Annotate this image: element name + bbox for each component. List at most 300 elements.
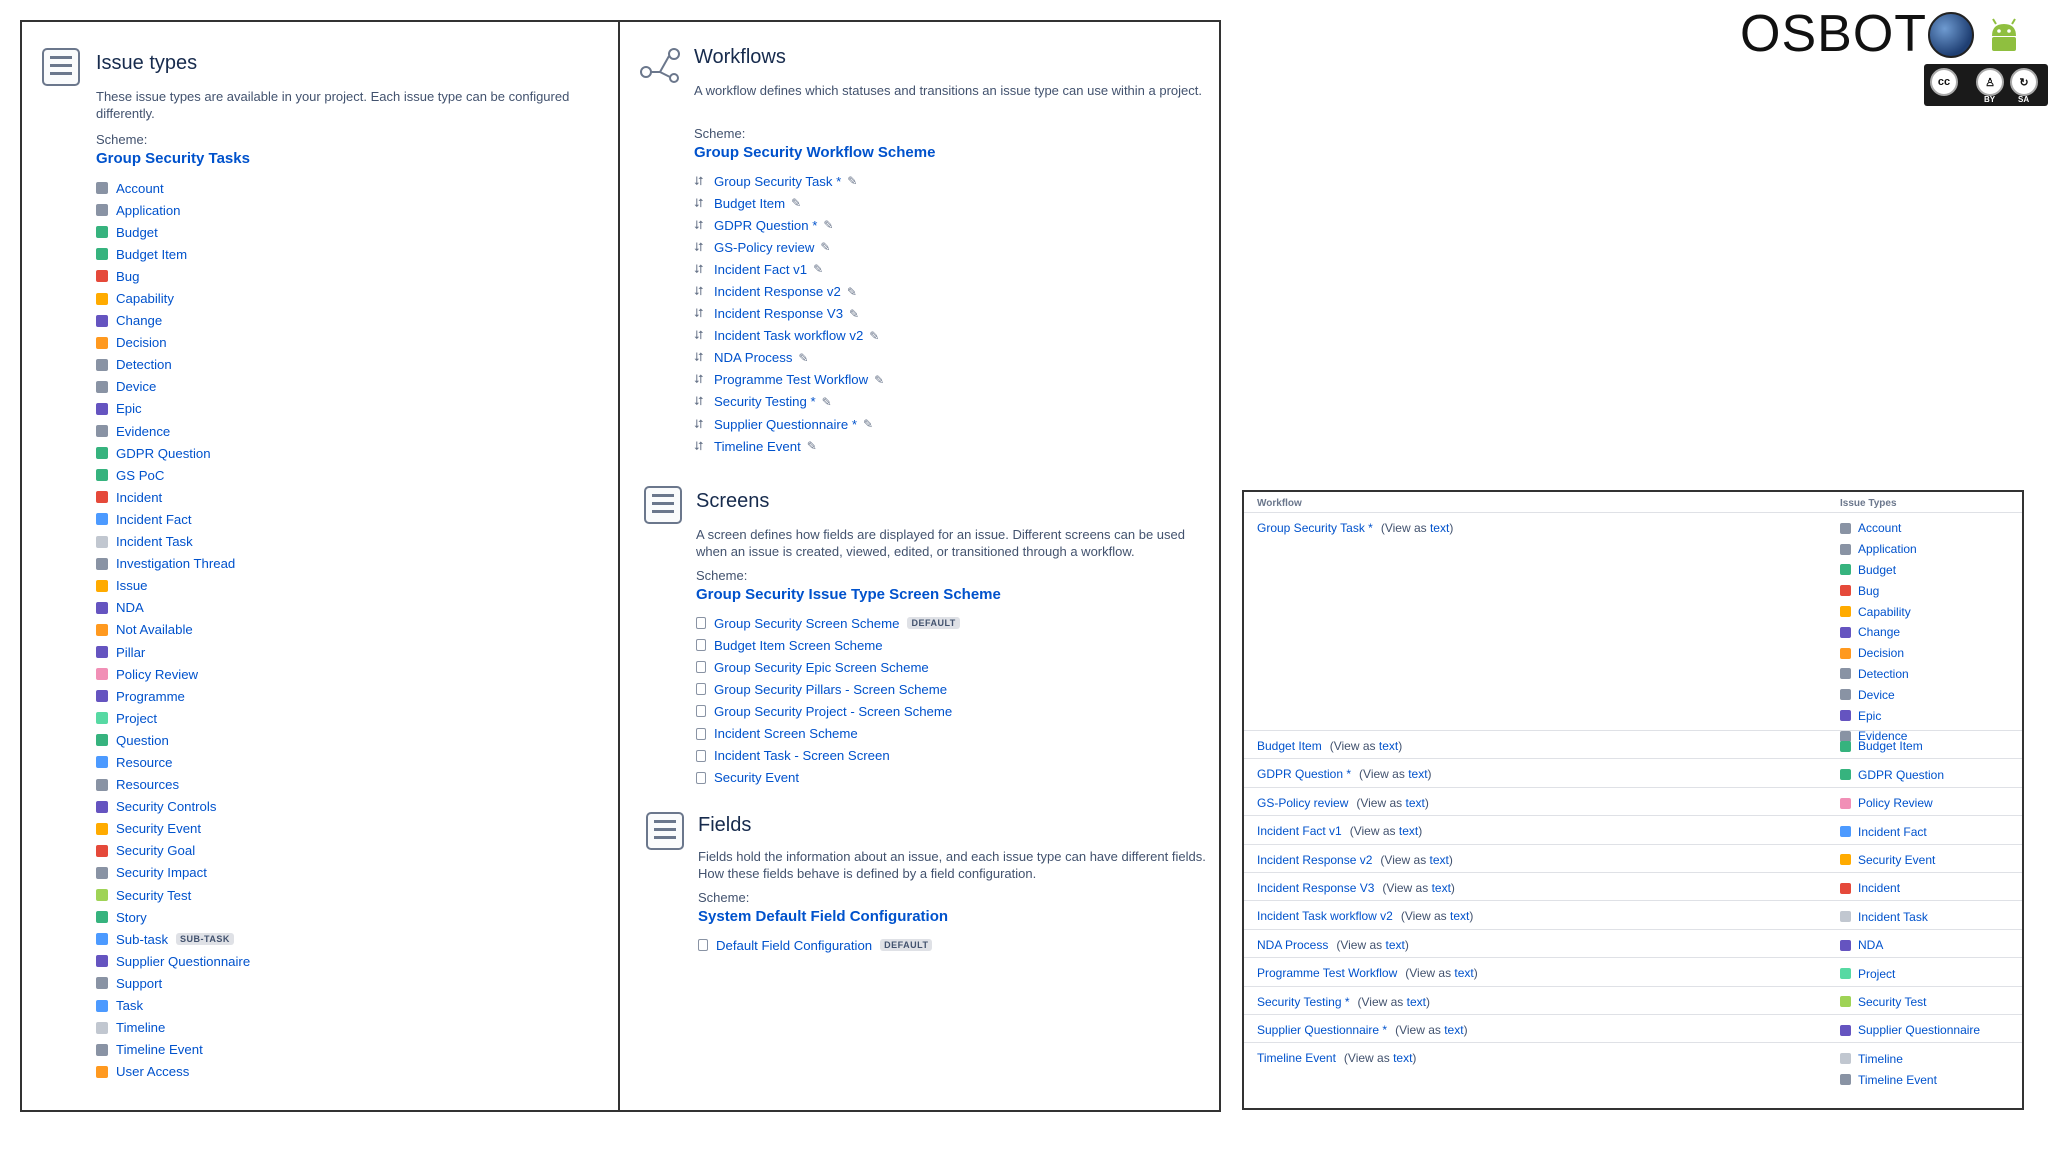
workflow-small-icon: ⮃ — [694, 173, 704, 188]
globe-logo-icon — [1928, 12, 1974, 58]
issue-type-icon — [1840, 911, 1851, 922]
table-issue-type-label: Device — [1858, 687, 1895, 702]
edit-pencil-icon[interactable]: ✎ — [806, 439, 817, 454]
workflow-item[interactable] — [694, 347, 884, 369]
issue-type-item[interactable] — [96, 553, 250, 575]
screens-list — [696, 612, 960, 789]
screen-scheme-item[interactable] — [696, 767, 960, 789]
table-issue-type-label: Policy Review — [1858, 796, 1933, 811]
issue-type-icon — [1840, 1025, 1851, 1036]
issue-type-label: Bug — [116, 268, 140, 284]
screen-scheme-small-icon — [696, 639, 706, 651]
table-issue-type-label: Timeline — [1858, 1051, 1903, 1066]
workflow-small-icon: ⮃ — [694, 306, 704, 321]
table-row — [1244, 758, 2022, 786]
issue-type-icon — [1840, 523, 1851, 534]
edit-pencil-icon[interactable]: ✎ — [862, 417, 874, 432]
view-as-suffix: ) — [1418, 824, 1423, 839]
screen-scheme-label: Budget Item Screen Scheme — [714, 637, 883, 653]
issue-type-item[interactable] — [96, 1061, 250, 1083]
edit-pencil-icon[interactable]: ✎ — [869, 328, 880, 343]
issue-type-icon — [96, 359, 108, 371]
workflow-cell — [1257, 881, 1455, 895]
issue-type-item[interactable] — [96, 354, 250, 376]
view-as-text-link[interactable]: text — [1444, 1023, 1464, 1037]
table-issue-type[interactable] — [1840, 664, 1917, 685]
issue-type-label: Detection — [116, 357, 172, 373]
screen-scheme-small-icon — [696, 661, 706, 673]
screen-scheme-item[interactable] — [696, 745, 960, 767]
view-as-text-link[interactable]: text — [1408, 767, 1428, 782]
issue-type-label: Incident Fact — [116, 511, 192, 527]
issue-type-icon — [96, 491, 108, 503]
workflow-small-icon: ⮃ — [694, 350, 704, 365]
issue-types-cell — [1840, 736, 1923, 757]
issue-type-item[interactable] — [96, 310, 250, 332]
table-issue-type-label: NDA — [1858, 938, 1884, 953]
workflow-link[interactable]: Budget Item — [1257, 739, 1322, 753]
view-as-prefix: (View as — [1395, 1023, 1445, 1037]
workflows-description: A workflow defines which statuses and transitions an issue type can use within a project. — [694, 83, 1202, 98]
workflow-item[interactable] — [694, 280, 884, 302]
issue-type-icon — [96, 801, 108, 813]
issue-type-label: Resources — [116, 777, 180, 793]
issue-type-item[interactable] — [96, 177, 250, 199]
table-issue-type-label: Evidence — [1858, 729, 1908, 744]
table-issue-type[interactable] — [1840, 560, 1917, 581]
field-configuration-label: Default Field Configuration — [716, 937, 873, 953]
issue-type-icon — [1840, 627, 1851, 638]
issue-type-item[interactable] — [96, 641, 250, 663]
table-issue-type-label: Incident Task — [1858, 909, 1928, 924]
issue-type-label: Question — [116, 732, 169, 748]
screen-scheme-small-icon — [696, 705, 706, 717]
table-issue-type[interactable] — [1840, 1048, 1937, 1069]
workflow-label: Security Testing * — [714, 394, 816, 410]
workflow-cell — [1257, 995, 1430, 1009]
issue-type-item[interactable] — [96, 906, 250, 928]
issue-type-icon — [96, 823, 108, 835]
issue-type-item[interactable] — [96, 221, 250, 243]
share-alike-icon: ↻ — [2010, 68, 2038, 96]
issue-types-scheme-link[interactable]: Group Security Tasks — [96, 150, 250, 167]
workflow-cell — [1257, 938, 1409, 952]
issue-type-icon — [96, 1000, 108, 1012]
screen-scheme-label: Incident Task - Screen Screen — [714, 748, 890, 764]
workflow-cell — [1257, 739, 1402, 753]
table-issue-type[interactable] — [1840, 684, 1917, 705]
issue-type-item[interactable] — [96, 376, 250, 398]
issue-type-icon — [1840, 564, 1851, 575]
view-as-text-link[interactable]: text — [1398, 824, 1419, 839]
issue-type-label: Support — [116, 975, 163, 991]
android-robot-icon — [1984, 14, 2024, 54]
screen-scheme-item[interactable] — [696, 722, 960, 744]
table-issue-type-label: Project — [1858, 966, 1896, 981]
issue-type-item[interactable] — [96, 663, 250, 685]
issue-type-label: Task — [116, 998, 144, 1014]
issue-type-label: Budget Item — [116, 246, 188, 262]
screens-title: Screens — [696, 490, 770, 512]
issue-type-item[interactable] — [96, 398, 250, 420]
workflow-small-icon: ⮃ — [694, 195, 704, 210]
edit-pencil-icon[interactable]: ✎ — [798, 350, 809, 365]
screens-scheme-label: Scheme: — [696, 568, 748, 583]
issue-type-label: Incident — [116, 489, 163, 505]
screens-scheme-link[interactable]: Group Security Issue Type Screen Scheme — [696, 586, 1001, 603]
issue-type-item[interactable] — [96, 464, 250, 486]
edit-pencil-icon[interactable]: ✎ — [846, 284, 857, 299]
screen-scheme-small-icon — [696, 728, 706, 740]
fields-scheme-label: Scheme: — [698, 890, 750, 905]
edit-pencil-icon[interactable]: ✎ — [820, 240, 831, 255]
screen-scheme-small-icon — [696, 617, 706, 629]
workflow-label: NDA Process — [714, 350, 793, 366]
screen-scheme-item[interactable] — [696, 700, 960, 722]
osbot-logo-text: OSBOT — [1740, 5, 1928, 63]
workflow-link[interactable]: Incident Fact v1 — [1257, 824, 1342, 839]
issue-type-label: Change — [116, 313, 163, 329]
view-as-suffix: ) — [1412, 1051, 1417, 1066]
workflow-small-icon: ⮃ — [694, 239, 704, 254]
edit-pencil-icon[interactable]: ✎ — [791, 196, 802, 211]
screen-scheme-small-icon — [696, 683, 706, 695]
issue-type-label: Timeline — [116, 1020, 166, 1036]
issue-type-item[interactable] — [96, 994, 250, 1016]
table-issue-type-label: Budget Item — [1858, 739, 1923, 754]
issue-type-label: Security Goal — [116, 843, 196, 859]
view-as-suffix: ) — [1463, 1023, 1468, 1037]
issue-type-item[interactable] — [96, 707, 250, 729]
cc-icon: cc — [1930, 68, 1958, 96]
cc-sa-label: SA — [2018, 95, 2030, 104]
edit-pencil-icon[interactable]: ✎ — [823, 218, 834, 233]
workflow-item[interactable] — [694, 435, 884, 457]
issue-type-item[interactable] — [96, 420, 250, 442]
screen-scheme-item[interactable] — [696, 678, 960, 700]
screen-scheme-item[interactable] — [696, 656, 960, 678]
table-issue-type-label: Supplier Questionnaire — [1858, 1023, 1981, 1038]
screen-scheme-item[interactable] — [696, 634, 960, 656]
workflow-link[interactable]: Incident Response V3 — [1257, 881, 1375, 895]
issue-type-item[interactable] — [96, 508, 250, 530]
issue-type-icon — [96, 337, 108, 349]
table-issue-type[interactable] — [1840, 601, 1917, 622]
workflow-item[interactable] — [694, 391, 884, 413]
view-as-text — [1336, 938, 1408, 952]
issue-type-label: Device — [116, 379, 157, 395]
edit-pencil-icon[interactable]: ✎ — [821, 394, 832, 409]
table-issue-type[interactable] — [1840, 1069, 1937, 1090]
table-issue-type[interactable] — [1840, 821, 1927, 842]
issue-type-label: Resource — [116, 754, 173, 770]
issue-types-cell — [1840, 992, 1926, 1013]
view-as-prefix: (View as — [1336, 937, 1386, 952]
issue-type-item[interactable] — [96, 818, 250, 840]
workflow-item[interactable] — [694, 303, 884, 325]
table-issue-type-label: Budget — [1858, 562, 1897, 577]
workflow-cell — [1257, 796, 1429, 810]
view-as-prefix: (View as — [1382, 881, 1432, 895]
workflow-label: Supplier Questionnaire * — [714, 416, 857, 432]
table-issue-type-label: Application — [1858, 542, 1917, 557]
table-issue-type[interactable] — [1840, 580, 1917, 601]
table-issue-type[interactable] — [1840, 539, 1917, 560]
issue-type-item[interactable] — [96, 840, 250, 862]
issue-type-icon — [96, 955, 108, 967]
issue-type-item[interactable] — [96, 751, 250, 773]
issue-type-label: Evidence — [116, 423, 171, 439]
screen-scheme-item[interactable] — [696, 612, 960, 634]
issue-type-item[interactable] — [96, 972, 250, 994]
table-issue-type-label: Change — [1858, 625, 1901, 640]
view-as-text-link[interactable]: text — [1429, 852, 1449, 867]
view-as-text-link[interactable]: text — [1431, 881, 1451, 895]
issue-types-cell — [1840, 963, 1895, 984]
issue-type-icon — [1840, 769, 1851, 780]
workflow-item[interactable] — [694, 258, 884, 280]
edit-pencil-icon[interactable]: ✎ — [813, 262, 824, 277]
field-configuration-small-icon — [698, 939, 708, 951]
issue-type-item[interactable] — [96, 884, 250, 906]
table-row — [1244, 872, 2022, 900]
table-issue-type[interactable] — [1840, 518, 1917, 539]
view-as-text-link[interactable]: text — [1429, 521, 1450, 535]
workflow-small-icon: ⮃ — [694, 217, 704, 232]
view-as-prefix: (View as — [1329, 739, 1379, 753]
workflow-link[interactable]: GS-Policy review — [1257, 795, 1349, 810]
issue-type-item[interactable] — [96, 332, 250, 354]
issue-type-icon — [96, 845, 108, 857]
issue-type-icon — [96, 712, 108, 724]
fields-scheme-link[interactable]: System Default Field Configuration — [698, 908, 949, 925]
table-issue-type[interactable] — [1840, 1020, 1980, 1041]
issue-type-item[interactable] — [96, 199, 250, 221]
issue-type-item[interactable] — [96, 928, 250, 950]
workflow-small-icon: ⮃ — [694, 416, 704, 431]
screen-scheme-label: Security Event — [714, 770, 800, 786]
issue-type-icon — [1840, 668, 1851, 679]
view-as-text-link[interactable]: text — [1378, 739, 1399, 753]
workflow-link[interactable]: Incident Task workflow v2 — [1257, 909, 1393, 924]
issue-type-label: Incident Task — [116, 534, 193, 550]
view-as-text — [1358, 995, 1430, 1009]
issue-type-item[interactable] — [96, 265, 250, 287]
issue-type-icon — [1840, 648, 1851, 659]
table-issue-type[interactable] — [1840, 793, 1933, 814]
issue-type-item[interactable] — [96, 486, 250, 508]
table-row — [1244, 1014, 2022, 1042]
view-as-suffix: ) — [1450, 881, 1455, 895]
workflows-scheme-label: Scheme: — [694, 126, 746, 141]
workflow-item[interactable] — [694, 170, 884, 192]
view-as-text — [1330, 739, 1402, 753]
issue-type-item[interactable] — [96, 531, 250, 553]
view-as-suffix: ) — [1473, 966, 1478, 981]
issue-type-icon — [1840, 940, 1851, 951]
issue-types-icon — [42, 48, 80, 86]
workflow-link[interactable]: NDA Process — [1257, 937, 1329, 952]
issue-type-icon — [1840, 996, 1851, 1007]
creative-commons-badge — [1924, 64, 2048, 106]
issue-type-icon — [96, 270, 108, 282]
issue-type-label: Supplier Questionnaire — [116, 953, 251, 969]
table-row — [1244, 844, 2022, 872]
issue-type-label: Policy Review — [116, 666, 199, 682]
issue-type-label: Project — [116, 710, 158, 726]
table-issue-type[interactable] — [1840, 764, 1944, 785]
workflow-link[interactable]: Group Security Task * — [1257, 521, 1373, 535]
workflow-item[interactable] — [694, 214, 884, 236]
issue-type-label: Decision — [116, 335, 167, 351]
table-row — [1244, 1042, 2022, 1087]
edit-pencil-icon[interactable]: ✎ — [874, 372, 885, 387]
view-as-suffix: ) — [1449, 521, 1454, 535]
issue-type-item[interactable] — [96, 442, 250, 464]
workflow-link[interactable]: Security Testing * — [1257, 994, 1350, 1009]
workflow-item[interactable] — [694, 369, 884, 391]
workflow-item[interactable] — [694, 236, 884, 258]
issue-type-item[interactable] — [96, 774, 250, 796]
view-as-text — [1395, 1023, 1467, 1037]
issue-type-icon — [96, 226, 108, 238]
table-issue-type[interactable] — [1840, 935, 1883, 956]
issue-type-item[interactable] — [96, 1017, 250, 1039]
table-issue-type[interactable] — [1840, 622, 1917, 643]
table-issue-type[interactable] — [1840, 878, 1900, 899]
issue-type-label: Issue — [116, 578, 148, 594]
issue-type-item[interactable] — [96, 619, 250, 641]
workflow-label: Incident Response v2 — [714, 284, 841, 300]
workflow-label: GS-Policy review — [714, 239, 815, 255]
workflows-scheme-link[interactable]: Group Security Workflow Scheme — [694, 144, 936, 161]
issue-types-cell — [1840, 821, 1927, 842]
edit-pencil-icon[interactable]: ✎ — [847, 174, 858, 189]
issue-type-item[interactable] — [96, 862, 250, 884]
issue-type-icon — [1840, 741, 1851, 752]
workflow-link[interactable]: Timeline Event — [1257, 1051, 1336, 1066]
cc-by-label: BY — [1984, 95, 1996, 104]
table-issue-type-label: Incident — [1858, 881, 1901, 896]
issue-types-cell — [1840, 764, 1944, 785]
issue-type-icon — [96, 469, 108, 481]
workflow-item[interactable] — [694, 325, 884, 347]
view-as-prefix: (View as — [1357, 994, 1407, 1009]
issue-types-title: Issue types — [96, 52, 198, 74]
fields-description: Fields hold the information about an issue, and each issue type can have different fields. How these fields behave is defined by a field configuration. — [698, 849, 1206, 881]
workflow-issue-types-table — [1242, 490, 2024, 1110]
issue-type-item[interactable] — [96, 950, 250, 972]
workflow-label: Incident Fact v1 — [714, 261, 808, 277]
issue-type-label: GS PoC — [116, 467, 165, 483]
table-issue-type[interactable] — [1840, 992, 1926, 1013]
workflow-item[interactable] — [694, 413, 884, 435]
issue-type-item[interactable] — [96, 796, 250, 818]
view-as-prefix: (View as — [1380, 521, 1430, 535]
workflow-small-icon: ⮃ — [694, 438, 704, 453]
view-as-text-link[interactable]: text — [1405, 795, 1425, 810]
view-as-text-link[interactable]: text — [1406, 994, 1426, 1009]
workflow-small-icon: ⮃ — [694, 261, 704, 276]
issue-type-icon — [1840, 968, 1851, 979]
issue-type-icon — [96, 867, 108, 879]
issue-type-item[interactable] — [96, 685, 250, 707]
view-as-text-link[interactable]: text — [1393, 1051, 1413, 1066]
issue-type-label: Capability — [116, 291, 174, 307]
workflow-cell — [1257, 1051, 1416, 1065]
workflow-link[interactable]: Incident Response v2 — [1257, 852, 1373, 867]
issue-type-icon — [96, 624, 108, 636]
table-issue-type[interactable] — [1840, 705, 1917, 726]
workflow-small-icon: ⮃ — [694, 394, 704, 409]
table-issue-type[interactable] — [1840, 850, 1935, 871]
table-issue-type-label: Account — [1858, 521, 1902, 536]
workflow-label: Timeline Event — [714, 438, 801, 454]
field-configuration-item[interactable] — [698, 934, 932, 956]
screen-scheme-label: Group Security Epic Screen Scheme — [714, 659, 929, 675]
view-as-suffix: ) — [1427, 767, 1432, 782]
table-issue-type[interactable] — [1840, 906, 1928, 927]
screens-description: A screen defines how fields are displayed for an issue. Different screens can be used when an issue is created, viewed, edited, or transitioned through a workflow. — [696, 527, 1185, 559]
workflow-link[interactable]: GDPR Question * — [1257, 767, 1352, 782]
issue-type-label: Programme — [116, 688, 185, 704]
issue-type-item[interactable] — [96, 729, 250, 751]
issue-type-label: Security Event — [116, 821, 202, 837]
workflow-small-icon: ⮃ — [694, 284, 704, 299]
issue-types-cell — [1840, 850, 1935, 871]
issue-types-cell — [1840, 518, 1917, 747]
col-workflow-header: Workflow — [1257, 498, 1302, 509]
issue-type-icon — [1840, 826, 1851, 837]
workflow-item[interactable] — [694, 192, 884, 214]
issue-type-item[interactable] — [96, 287, 250, 309]
issue-type-label: Timeline Event — [116, 1042, 203, 1058]
issue-type-icon — [96, 1066, 108, 1078]
workflow-label: Incident Response V3 — [714, 306, 844, 322]
issue-type-icon — [96, 646, 108, 658]
view-as-text — [1380, 853, 1452, 867]
issue-type-item[interactable] — [96, 243, 250, 265]
issue-type-label: Not Available — [116, 622, 193, 638]
edit-pencil-icon[interactable]: ✎ — [849, 306, 860, 321]
issue-type-icon — [96, 690, 108, 702]
workflow-cell — [1257, 824, 1422, 838]
issue-types-scheme-label: Scheme: — [96, 132, 148, 147]
view-as-text-link[interactable]: text — [1454, 966, 1474, 981]
table-issue-type[interactable] — [1840, 963, 1895, 984]
workflow-link[interactable]: Supplier Questionnaire * — [1257, 1023, 1388, 1037]
issue-type-item[interactable] — [96, 1039, 250, 1061]
issue-type-item[interactable] — [96, 575, 250, 597]
issue-type-icon — [96, 933, 108, 945]
table-issue-type[interactable] — [1840, 736, 1923, 757]
view-as-text-link[interactable]: text — [1449, 909, 1470, 924]
issue-type-item[interactable] — [96, 597, 250, 619]
workflow-link[interactable]: Programme Test Workflow — [1257, 966, 1398, 981]
issue-types-cell — [1840, 793, 1933, 814]
view-as-text-link[interactable]: text — [1385, 937, 1405, 952]
view-as-suffix: ) — [1424, 795, 1429, 810]
workflow-cell — [1257, 767, 1432, 781]
attribution-icon: ♙ — [1976, 68, 2004, 96]
table-issue-type[interactable] — [1840, 643, 1917, 664]
issue-type-label: Application — [116, 202, 181, 218]
table-issue-type-label: Timeline Event — [1858, 1072, 1937, 1087]
issue-type-icon — [96, 779, 108, 791]
table-row — [1244, 512, 2022, 744]
issue-type-icon — [96, 1044, 108, 1056]
view-as-suffix: ) — [1425, 994, 1430, 1009]
